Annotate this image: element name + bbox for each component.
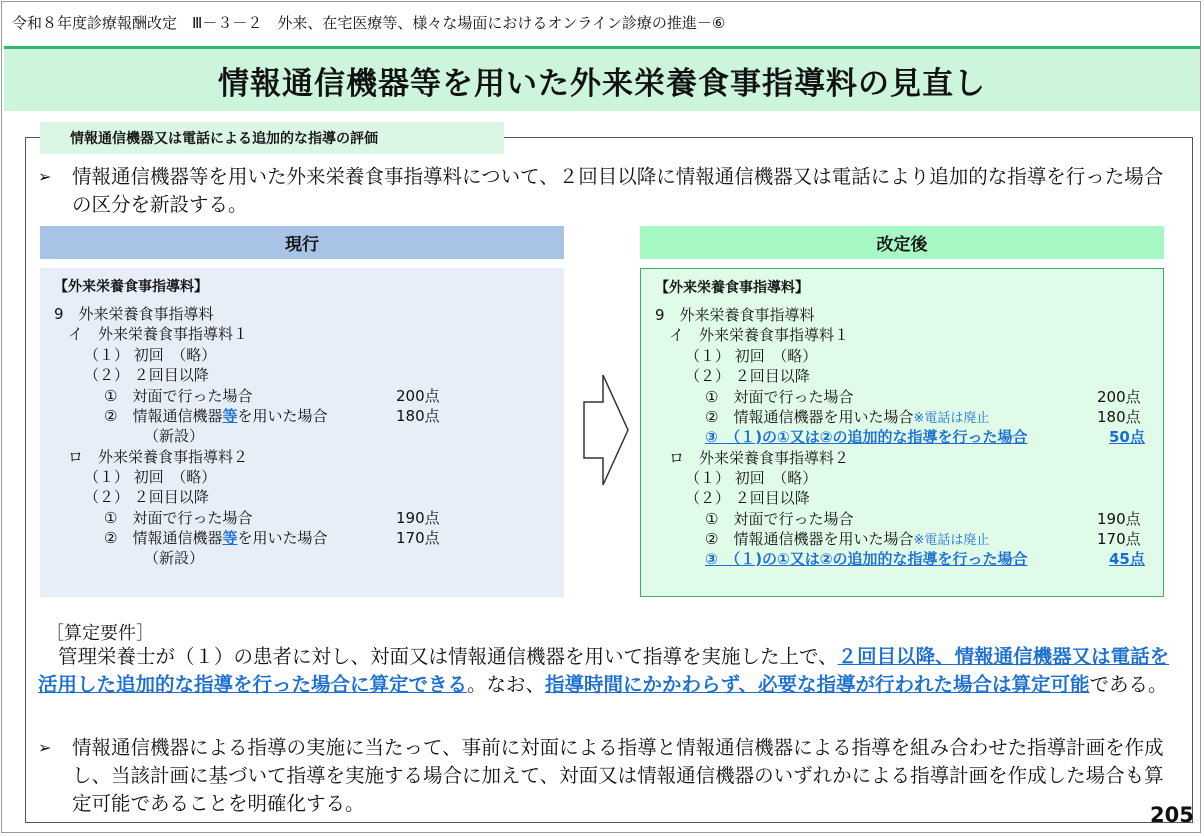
revised-note-12: ※電話は廃止 — [913, 533, 990, 548]
current-panel-title: 【外来栄養食事指導料】 — [54, 279, 208, 295]
revised-points-5: 200点 — [1097, 388, 1141, 406]
revised-line-11: ① 対面で行った場合 — [705, 510, 854, 528]
requirements-highlight-1: ２回目以降、情報通信機器又は電話を活用した追加的な指導を行った場合に算定できる — [38, 645, 1170, 696]
current-points-5: 200点 — [396, 387, 440, 405]
bullet-arrow-icon: ➢ — [38, 738, 52, 757]
revised-line-9: （１） 初回 （略） — [685, 469, 818, 487]
revised-points-13: 45点 — [1109, 550, 1145, 568]
revised-line-7: ③ （１)の①又は②の追加的な指導を行った場合 — [705, 428, 1028, 446]
revised-line-8: ロ 外来栄養食事指導料２ — [669, 449, 850, 467]
current-points-6: 180点 — [396, 407, 440, 425]
current-panel — [40, 268, 564, 597]
current-points-11: 190点 — [396, 509, 440, 527]
current-line-8: ロ 外来栄養食事指導料２ — [68, 448, 249, 466]
current-line-10: （２） ２回目以降 — [84, 488, 209, 506]
current-column-heading: 現行 — [40, 226, 564, 259]
current-line-13: （新設） — [144, 549, 205, 567]
current-points-12: 170点 — [396, 529, 440, 547]
revised-points-11: 190点 — [1097, 510, 1141, 528]
revised-panel — [640, 268, 1164, 597]
revised-panel-title: 【外来栄養食事指導料】 — [655, 280, 809, 296]
revised-points-12: 170点 — [1097, 530, 1141, 548]
page-title: 情報通信機器等を用いた外来栄養食事指導料の見直し — [218, 65, 986, 102]
revised-line-10: （２） ２回目以降 — [685, 489, 810, 507]
current-line-1: 9 外来栄養食事指導料 — [54, 305, 214, 323]
closing-paragraph — [38, 734, 1178, 818]
revised-line-4: （２） ２回目以降 — [685, 367, 810, 385]
revised-line-5: ① 対面で行った場合 — [705, 388, 854, 406]
current-highlight-6: 等 — [222, 407, 238, 425]
revised-line-13: ③ （１)の①又は②の追加的な指導を行った場合 — [705, 550, 1028, 568]
closing-text: 情報通信機器による指導の実施に当たって、事前に対面による指導と情報通信機器による指導を組み合わせた指導計画を作成し、当該計画に基づいて指導を実施する場合に加えて、対面又は情報通信機器のいずれかによる指導計画を作成した場合も算定可能であることを明確化する。 — [72, 736, 1164, 815]
breadcrumb: 令和８年度診療報酬改定 Ⅲ－３－２ 外来、在宅医療等、様々な場面におけるオンライン診療の推進－⑥ — [12, 14, 726, 32]
revised-line-3: （１） 初回 （略） — [685, 347, 818, 365]
requirements-body: 管理栄養士が（１）の患者に対し、対面又は情報通信機器を用いて指導を実施した上で、２回目以降、情報通信機器又は電話を活用した追加的な指導を行った場合に算定できる。なお、指導時間にかかわらず、必要な指導が行われた場合は算定可能である。 — [38, 645, 1170, 696]
right-arrow-icon — [583, 374, 629, 486]
requirements-title: ［算定要件］ — [46, 623, 154, 644]
section-label: 情報通信機器又は電話による追加的な指導の評価 — [40, 122, 504, 154]
title-band — [4, 46, 1200, 111]
revised-column-heading: 改定後 — [640, 226, 1164, 259]
revised-line-2: イ 外来栄養食事指導料１ — [669, 326, 850, 344]
intro-text: 情報通信機器等を用いた外来栄養食事指導料について、２回目以降に情報通信機器又は電話により追加的な指導を行った場合の区分を新設する。 — [72, 165, 1164, 216]
current-line-7: （新設） — [144, 427, 205, 445]
revised-points-7: 50点 — [1109, 428, 1145, 446]
requirements-highlight-2: 指導時間にかかわらず、必要な指導が行われた場合は算定可能 — [545, 673, 1090, 696]
current-line-2: イ 外来栄養食事指導料１ — [68, 325, 249, 343]
revised-note-6: ※電話は廃止 — [913, 411, 990, 426]
intro-paragraph — [38, 163, 1178, 219]
current-line-11: ① 対面で行った場合 — [104, 509, 253, 527]
revised-line-6: ② 情報通信機器を用いた場合※電話は廃止 — [705, 408, 990, 426]
current-line-4: （２） ２回目以降 — [84, 366, 209, 384]
revised-points-6: 180点 — [1097, 408, 1141, 426]
page-number: 205 — [1150, 803, 1194, 827]
current-highlight-12: 等 — [222, 529, 238, 547]
revised-line-12: ② 情報通信機器を用いた場合※電話は廃止 — [705, 530, 990, 548]
current-line-5: ① 対面で行った場合 — [104, 387, 253, 405]
current-line-3: （１） 初回 （略） — [84, 346, 217, 364]
current-line-12: ② 情報通信機器等を用いた場合 — [104, 529, 328, 547]
current-line-6: ② 情報通信機器等を用いた場合 — [104, 407, 328, 425]
current-line-9: （１） 初回 （略） — [84, 468, 217, 486]
revised-line-1: 9 外来栄養食事指導料 — [655, 306, 815, 324]
bullet-arrow-icon: ➢ — [38, 167, 52, 186]
